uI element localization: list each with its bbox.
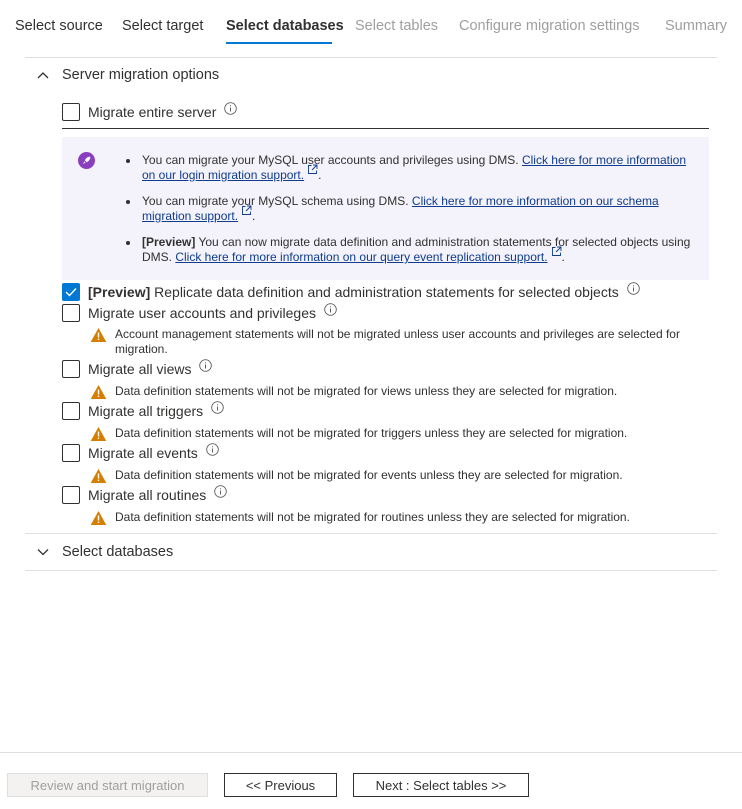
entire-server-divider — [62, 128, 709, 129]
wizard-tabs — [0, 0, 742, 56]
tab-configure-migration-settings: Configure migration settings — [459, 18, 640, 34]
banner-bullet-schema: You can migrate your MySQL schema using DMS. Click here for more information on our schema migration support. . — [142, 194, 697, 224]
migrate-entire-server-label: Migrate entire server — [88, 104, 217, 120]
chevron-up-icon — [36, 68, 50, 82]
server-migration-options-title: Server migration options — [62, 67, 220, 83]
migrate-all-routines-checkbox[interactable] — [62, 486, 80, 504]
info-banner — [62, 137, 709, 280]
tab-select-target[interactable]: Select target — [122, 18, 204, 34]
replicate-ddl-row — [62, 283, 640, 301]
migrate-all-events-checkbox[interactable] — [62, 444, 80, 462]
migrate-all-views-checkbox[interactable] — [62, 360, 80, 378]
checkmark-icon — [65, 287, 77, 297]
migrate-entire-server-checkbox[interactable] — [62, 103, 80, 121]
tab-summary: Summary — [665, 18, 728, 34]
info-icon[interactable] — [324, 303, 337, 316]
banner-bullet-query-event: [Preview] You can now migrate data definition and administration statements for selected objects using DMS. Click here for more information on our query event replication support. . — [142, 235, 697, 265]
warning-icon — [90, 384, 107, 400]
migrate-all-views-row — [62, 360, 212, 378]
chevron-down-icon — [36, 545, 50, 559]
server-migration-options-header[interactable] — [36, 67, 219, 83]
previous-button[interactable]: << Previous — [224, 773, 337, 797]
external-link-icon — [241, 205, 252, 216]
events-warning: Data definition statements will not be migrated for events unless they are selected for migration. — [90, 468, 700, 484]
migrate-all-triggers-label: Migrate all triggers — [88, 403, 204, 419]
warning-icon — [90, 468, 107, 484]
migrate-all-routines-label: Migrate all routines — [88, 487, 207, 503]
info-icon[interactable] — [627, 282, 640, 295]
login-migration-link[interactable]: Click here for more information on our login migration support. — [142, 153, 687, 182]
migrate-user-accounts-checkbox[interactable] — [62, 304, 80, 322]
select-databases-title: Select databases — [62, 544, 174, 560]
migrate-all-triggers-row — [62, 402, 224, 420]
warning-icon — [90, 426, 107, 442]
migrate-all-triggers-checkbox[interactable] — [62, 402, 80, 420]
footer-divider — [0, 752, 742, 753]
info-icon[interactable] — [214, 485, 227, 498]
external-link-icon — [551, 246, 562, 257]
migrate-user-accounts-label: Migrate user accounts and privileges — [88, 305, 317, 321]
schema-migration-link[interactable]: Click here for more information on our schema migration support. — [142, 194, 659, 223]
banner-bullet-login: You can migrate your MySQL user accounts and privileges using DMS. Click here for more information on our login migration support. . — [142, 153, 697, 183]
views-warning: Data definition statements will not be migrated for views unless they are selected for migration. — [90, 384, 700, 400]
migrate-entire-server-row — [62, 103, 237, 121]
routines-warning: Data definition statements will not be migrated for routines unless they are selected for migration. — [90, 510, 700, 526]
migrate-all-events-label: Migrate all events — [88, 445, 198, 461]
migrate-all-events-row — [62, 444, 219, 462]
info-icon[interactable] — [211, 401, 224, 414]
select-databases-header[interactable] — [36, 544, 173, 560]
external-link-icon — [307, 164, 318, 175]
migrate-all-views-label: Migrate all views — [88, 361, 192, 377]
triggers-warning: Data definition statements will not be migrated for triggers unless they are selected for migration. — [90, 426, 700, 442]
active-tab-indicator — [226, 42, 332, 44]
info-icon[interactable] — [199, 359, 212, 372]
info-icon[interactable] — [206, 443, 219, 456]
section-divider — [25, 533, 717, 534]
user-accounts-warning: Account management statements will not be migrated unless user accounts and privileges are selected for migration. — [90, 327, 700, 357]
tabs-divider — [25, 57, 717, 58]
info-icon[interactable] — [224, 102, 237, 115]
warning-icon — [90, 327, 107, 343]
migrate-user-accounts-row — [62, 304, 337, 322]
query-event-replication-link[interactable]: Click here for more information on our query event replication support. — [175, 250, 548, 264]
replicate-ddl-checkbox[interactable] — [62, 283, 80, 301]
section-divider-bottom — [25, 570, 717, 571]
replicate-ddl-label: [Preview] Replicate data definition and administration statements for selected objects — [88, 284, 619, 300]
tab-select-databases[interactable]: Select databases — [226, 18, 344, 34]
next-select-tables-button[interactable]: Next : Select tables >> — [353, 773, 529, 797]
review-and-start-migration-button: Review and start migration — [7, 773, 208, 797]
warning-icon — [90, 510, 107, 526]
tab-select-tables: Select tables — [355, 18, 439, 34]
tab-select-source[interactable]: Select source — [15, 18, 103, 34]
migrate-all-routines-row — [62, 486, 227, 504]
rocket-icon — [78, 152, 95, 169]
